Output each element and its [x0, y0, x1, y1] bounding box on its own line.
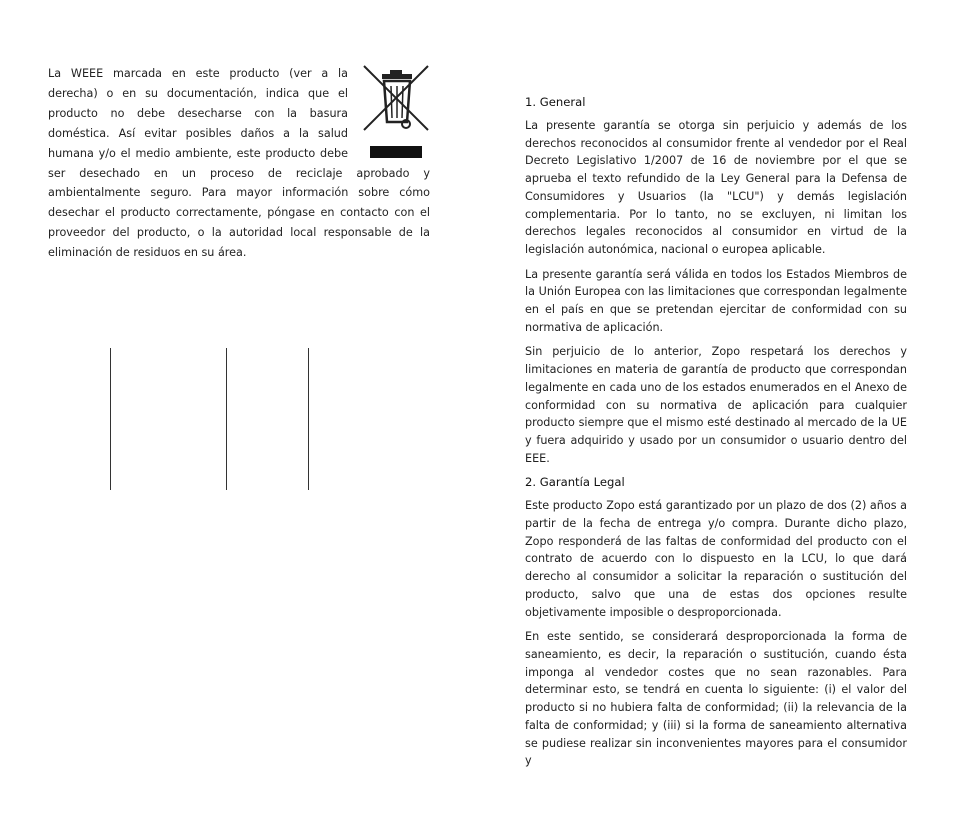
- crossed-out-wheelie-bin-icon: [362, 64, 430, 160]
- warranty-content: [525, 94, 907, 777]
- paragraph: En este sentido, se considerará desproporcionada la forma de saneamiento, es decir, la reparación o sustitución, cuando ésta imponga al vendedor costes que no sean razonables. Para determinar esto, se tendrá en cuenta lo siguiente: (i) el valor del producto si no hubiera falta de conformidad; (ii) la relevancia de la falta de conformidad; y (iii) si la forma de saneamiento alternativa se pudiese realizar sin inconvenientes mayores para el consumidor y: [525, 630, 907, 768]
- paragraph: La presente garantía será válida en todos los Estados Miembros de la Unión Europea con las limitaciones que correspondan legalmente en el país en que se pretendan ejercitar de conformidad con su normativa de aplicación.: [525, 267, 907, 334]
- paragraph: La presente garantía se otorga sin perjuicio y además de los derechos reconocidos al consumidor frente al vendedor por el Real Decreto Legislativo 1/2007 de 16 de noviembre por el que se aprueba el texto refundido de la Ley General para la Defensa de Consumidores y Usuarios (la "LCU") y demás legislación complementaria. Por lo tanto, no se excluyen, ni limitan los derechos legales reconocidos al consumidor en virtud de la legislación autonómica, nacional o europea aplicable.: [525, 119, 907, 256]
- vertical-rule: [308, 348, 309, 490]
- vertical-rule: [226, 348, 227, 490]
- right-page: [477, 0, 954, 827]
- section-heading-general: 1. General: [525, 95, 586, 109]
- section-heading-legal-warranty: 2. Garantía Legal: [525, 475, 625, 490]
- vertical-rule: [110, 348, 111, 490]
- weee-paragraph: La WEEE marcada en este producto (ver a la derecha) o en su documentación, indica que el producto no debe desecharse con la basura doméstica. Así evitar posibles daños a la salud humana y/o el medio ambiente, este producto debe ser desechado en un proceso de reciclaje aprobado y ambientalmente seguro. Para mayor información sobre cómo desechar el producto correctamente, póngase en contacto con el proveedor del producto, o la autoridad local responsable de la eliminación de residuos en su área.: [48, 67, 430, 260]
- paragraph: Sin perjuicio de lo anterior, Zopo respetará los derechos y limitaciones en materia de garantía de producto que correspondan legalmente en cada uno de los estados enumerados en el Anexo de conformidad con su normativa de aplicación para cualquier producto siempre que el mismo esté destinado al mercado de la UE y fuera adquirido y usado por un consumidor o usuario dentro del EEE.: [525, 345, 907, 465]
- weee-notice: [48, 64, 430, 263]
- paragraph: Este producto Zopo está garantizado por un plazo de dos (2) años a partir de la fecha de entrega y/o compra. Durante dicho plazo, Zopo responderá de las faltas de conformidad del producto con el contrato de acuerdo con lo dispuesto en la LCU, lo que dará derecho al consumidor a solicitar la reparación o sustitución del producto, salvo que una de estas dos opciones resulte objetivamente imposible o desproporcionada.: [525, 499, 907, 619]
